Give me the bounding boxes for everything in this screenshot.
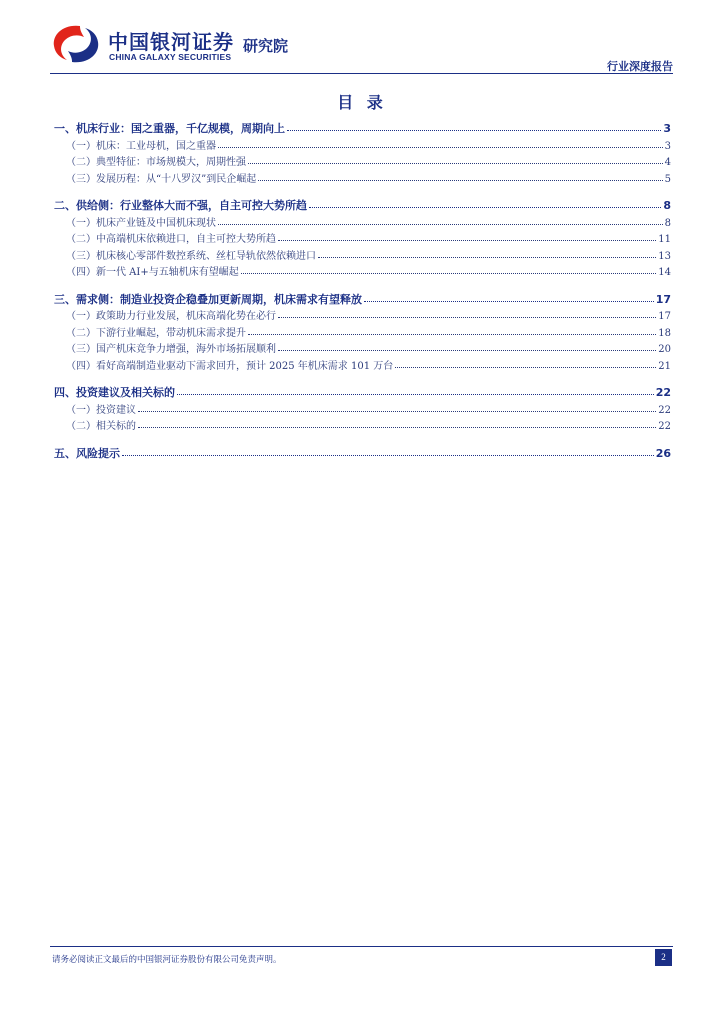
toc-section-entry[interactable]: [54, 197, 671, 213]
footer-divider: [50, 946, 673, 947]
toc-entry-label: 二、供给侧：行业整体大而不强，自主可控大势所趋: [54, 199, 307, 212]
toc-subsection-entry[interactable]: [54, 214, 671, 230]
toc-dot-leader: [218, 137, 663, 149]
toc-entry-page: 26: [655, 446, 671, 460]
page-header: [50, 22, 675, 76]
toc-dot-leader: [138, 417, 656, 429]
toc-entry-label: （二）中高端机床依赖进口，自主可控大势所趋: [66, 234, 276, 245]
toc-entry-page: 20: [658, 344, 671, 355]
toc-entry-page: 18: [658, 327, 671, 339]
toc-dot-leader: [177, 384, 654, 396]
toc-subsection-entry[interactable]: [54, 417, 671, 433]
toc-subsection-entry[interactable]: [54, 170, 671, 186]
company-name-en: CHINA GALAXY SECURITIES: [109, 52, 232, 62]
toc-dot-leader: [248, 324, 656, 336]
toc-entry-page: 8: [663, 199, 671, 212]
toc-dot-leader: [278, 230, 656, 242]
company-name-cn: 中国银河证券: [108, 30, 234, 54]
toc-entry-label: （一）机床：工业母机，国之重器: [66, 140, 216, 152]
toc-dot-leader: [287, 120, 661, 132]
toc-entry-label: （二）下游行业崛起，带动机床需求提升: [66, 327, 246, 339]
toc-dot-leader: [364, 291, 654, 303]
toc-dot-leader: [395, 357, 656, 369]
toc-subsection-entry[interactable]: [54, 263, 671, 279]
toc-entry-label: （一）政策助力行业发展，机床高端化势在必行: [66, 311, 276, 322]
toc-entry-page: 4: [664, 157, 671, 168]
footer-disclaimer: 请务必阅读正文最后的中国银河证券股份有限公司免责声明。: [52, 955, 282, 965]
institute-name: 研究院: [243, 37, 289, 55]
toc-subsection-entry[interactable]: [54, 153, 671, 169]
toc-section-entry[interactable]: [54, 384, 671, 400]
toc-dot-leader: [258, 170, 662, 182]
toc-entry-page: 11: [658, 234, 671, 245]
toc-entry-page: 22: [658, 404, 671, 416]
toc-entry-label: （二）典型特征：市场规模大，周期性强: [66, 157, 246, 168]
toc-entry-page: 13: [658, 250, 671, 262]
toc-entry-label: （三）机床核心零部件数控系统、丝杠导轨依然依赖进口: [66, 250, 316, 262]
toc-dot-leader: [318, 247, 656, 259]
toc-title: 目 录: [337, 93, 387, 112]
toc-entry-label: （一）投资建议: [66, 404, 136, 416]
toc-subsection-entry[interactable]: [54, 324, 671, 340]
toc-entry-page: 8: [664, 217, 671, 229]
toc-subsection-entry[interactable]: [54, 247, 671, 263]
toc-dot-leader: [309, 197, 661, 209]
toc-section-entry[interactable]: [54, 291, 671, 307]
toc-dot-leader: [122, 445, 654, 457]
toc-entry-label: 三、需求侧：制造业投资企稳叠加更新周期，机床需求有望释放: [54, 292, 362, 306]
galaxy-logo-icon: [50, 22, 102, 66]
toc-entry-label: （四）看好高端制造业驱动下需求回升，预计 2025 年机床需求 101 万台: [66, 360, 394, 372]
toc-subsection-entry[interactable]: [54, 307, 671, 323]
toc-entry-page: 17: [655, 292, 671, 306]
toc-subsection-entry[interactable]: [54, 401, 671, 417]
toc-dot-leader: [241, 263, 657, 275]
toc-entry-label: 四、投资建议及相关标的: [54, 386, 175, 399]
toc-entry-label: （三）国产机床竞争力增强，海外市场拓展顺利: [66, 344, 276, 355]
header-divider: [50, 73, 673, 74]
toc-dot-leader: [138, 401, 656, 413]
toc-entry-label: （四）新一代 AI+与五轴机床有望崛起: [66, 267, 239, 278]
toc-subsection-entry[interactable]: [54, 230, 671, 246]
toc-entry-label: （二）相关标的: [66, 421, 136, 432]
toc-entry-page: 3: [664, 140, 671, 152]
toc-entry-page: 3: [663, 122, 671, 135]
toc-entry-page: 5: [664, 173, 671, 185]
toc-section-entry[interactable]: [54, 445, 671, 461]
toc-dot-leader: [278, 307, 656, 319]
toc-entry-page: 22: [658, 421, 671, 432]
toc-section-entry[interactable]: [54, 120, 671, 136]
toc-entry-label: 一、机床行业：国之重器，千亿规模，周期向上: [54, 122, 285, 135]
toc-entry-label: 五、风险提示: [54, 446, 120, 460]
toc-subsection-entry[interactable]: [54, 340, 671, 356]
report-type-label: 行业深度报告: [607, 60, 673, 73]
toc-entry-label: （一）机床产业链及中国机床现状: [66, 217, 216, 229]
toc-subsection-entry[interactable]: [54, 137, 671, 153]
toc-dot-leader: [248, 153, 663, 165]
toc-subsection-entry[interactable]: [54, 357, 671, 373]
toc-entry-page: 17: [658, 311, 671, 322]
toc-entry-page: 14: [658, 267, 671, 278]
toc-dot-leader: [218, 214, 663, 226]
page-number: 2: [655, 949, 672, 966]
toc-entry-page: 22: [655, 386, 671, 399]
toc-entry-page: 21: [658, 360, 671, 372]
toc-dot-leader: [278, 340, 656, 352]
toc-entry-label: （三）发展历程：从“十八罗汉”到民企崛起: [66, 173, 257, 185]
